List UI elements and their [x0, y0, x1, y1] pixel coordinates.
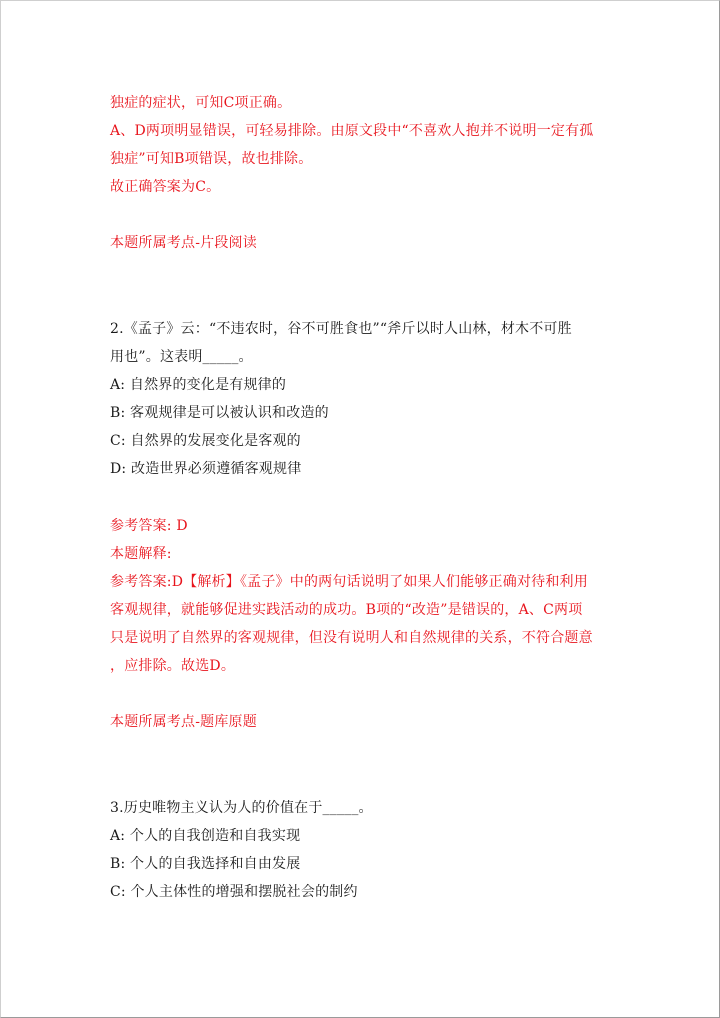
- prev-explanation-line-3: 独症”可知B项错误，故也排除。: [110, 151, 313, 167]
- q2-stem-line-1: 2.《孟子》云：“不违农时，谷不可胜食也”“斧斤以时人山林，材木不可胜: [110, 321, 572, 337]
- q2-option-c: C: 自然界的发展变化是客观的: [110, 433, 301, 449]
- q2-explanation-label: 本题解释:: [110, 546, 172, 562]
- q2-explanation-line-4: ，应排除。故选D。: [110, 658, 236, 674]
- q3-stem-line-1: 3.历史唯物主义认为人的价值在于_____。: [110, 800, 373, 816]
- q2-stem-line-2: 用也”。这表明_____。: [110, 349, 253, 365]
- q2-category: 本题所属考点-题库原题: [110, 714, 257, 730]
- q2-explanation-line-1: 参考答案:D【解析】《孟子》中的两句话说明了如果人们能够正确对待和利用: [110, 574, 588, 590]
- q2-answer-label: 参考答案: D: [110, 518, 188, 534]
- q2-option-b: B: 客观规律是可以被认识和改造的: [110, 405, 329, 421]
- q3-option-c: C: 个人主体性的增强和摆脱社会的制约: [110, 884, 358, 900]
- q3-option-b: B: 个人的自我选择和自由发展: [110, 856, 301, 872]
- prev-explanation-line-4: 故正确答案为C。: [110, 179, 221, 195]
- prev-explanation-line-1: 独症的症状，可知C项正确。: [110, 95, 292, 111]
- q2-explanation-line-2: 客观规律，就能够促进实践活动的成功。B项的“改造”是错误的，A、C两项: [110, 602, 583, 618]
- q2-option-a: A: 自然界的变化是有规律的: [110, 377, 287, 393]
- prev-category: 本题所属考点-片段阅读: [110, 235, 257, 251]
- q3-option-a: A: 个人的自我创造和自我实现: [110, 828, 301, 844]
- prev-explanation-line-2: A、D两项明显错误，可轻易排除。由原文段中“不喜欢人抱并不说明一定有孤: [110, 123, 594, 139]
- q2-option-d: D: 改造世界必须遵循客观规律: [110, 461, 302, 477]
- q2-explanation-line-3: 只是说明了自然界的客观规律，但没有说明人和自然规律的关系，不符合题意: [110, 630, 593, 646]
